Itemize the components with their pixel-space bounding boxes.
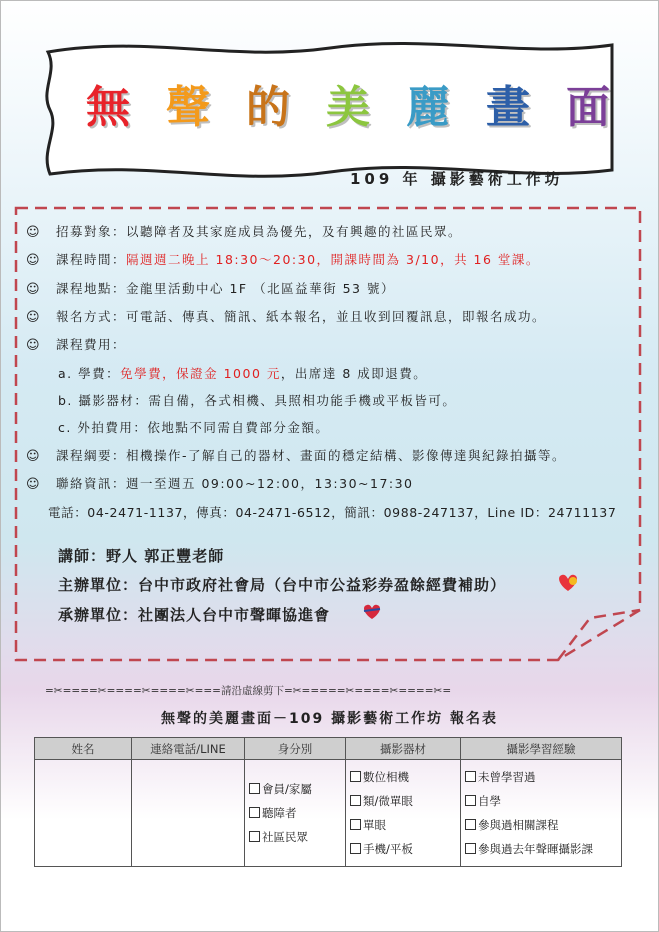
title-char: 的 xyxy=(246,82,290,133)
item-contact: ☺ 聯絡資訊：週一至週五 09:00~12:00，13:30~17:30 xyxy=(26,476,414,492)
checkbox[interactable] xyxy=(350,843,361,854)
header-phone: 連絡電話/LINE xyxy=(132,738,245,760)
equipment-option[interactable]: 手機/平板 xyxy=(350,837,456,861)
organizer: 主辦單位：台中市政府社會局（台中市公益彩券盈餘經費補助） xyxy=(58,576,507,594)
phone-field[interactable] xyxy=(132,760,245,867)
title-char: 無 xyxy=(86,82,130,133)
header-name: 姓名 xyxy=(35,738,132,760)
coorganizer: 承辦單位：社團法人台中市聲暉協進會 xyxy=(58,606,331,624)
smile-icon: ☺ xyxy=(26,338,42,353)
item-signup: ☺ 報名方式：可電話、傳真、簡訊、紙本報名，並且收到回覆訊息，即報名成功。 xyxy=(26,309,547,325)
experience-option[interactable]: 參與過去年聲暉攝影課 xyxy=(465,837,617,861)
checkbox[interactable] xyxy=(350,771,361,782)
identity-cell xyxy=(245,760,346,867)
equipment-cell xyxy=(346,760,461,867)
equipment-option[interactable]: 數位相機 xyxy=(350,765,456,789)
experience-cell xyxy=(461,760,622,867)
fee-c: c. 外拍費用：依地點不同需自費部分金額。 xyxy=(58,420,330,435)
subtitle: 109 年 攝影藝術工作坊 xyxy=(350,170,564,188)
cut-line: =✂====✂====✂====✂===請沿虛線剪下=✂=====✂====✂====✂= xyxy=(45,685,452,697)
equipment-option[interactable]: 類/微單眼 xyxy=(350,789,456,813)
header-experience: 攝影學習經驗 xyxy=(461,738,622,760)
item-recruit: ☺ 招募對象：以聽障者及其家庭成員為優先，及有興趣的社區民眾。 xyxy=(26,224,463,240)
item-outline: ☺ 課程綱要：相機操作-了解自己的器材、畫面的穩定結構、影像傳達與紀錄拍攝等。 xyxy=(26,448,567,464)
smile-icon: ☺ xyxy=(26,310,42,325)
checkbox[interactable] xyxy=(350,819,361,830)
teacher: 講師：野人 郭正豐老師 xyxy=(58,547,225,565)
identity-option[interactable]: 聽障者 xyxy=(249,801,341,825)
checkbox[interactable] xyxy=(350,795,361,806)
title-char: 聲 xyxy=(166,82,210,133)
experience-option[interactable]: 自學 xyxy=(465,789,617,813)
association-logo-icon xyxy=(361,603,383,621)
phones: 電話：04-2471-1137，傳真：04-2471-6512，簡訊：0988-247137，Line ID：24711137 xyxy=(48,505,617,520)
checkbox[interactable] xyxy=(465,795,476,806)
title-char: 麗 xyxy=(406,82,450,133)
item-fee: ☺ 課程費用： xyxy=(26,337,127,353)
smile-icon: ☺ xyxy=(26,253,42,268)
smile-icon: ☺ xyxy=(26,449,42,464)
checkbox[interactable] xyxy=(465,843,476,854)
title-char: 美 xyxy=(326,82,370,133)
fee-b: b. 攝影器材：需自備，各式相機、具照相功能手機或平板皆可。 xyxy=(58,393,457,408)
title-char: 面 xyxy=(566,82,610,133)
checkbox[interactable] xyxy=(249,783,260,794)
registration-form xyxy=(34,737,622,867)
experience-option[interactable]: 未曾學習過 xyxy=(465,765,617,789)
form-title: 無聲的美麗畫面－109 攝影藝術工作坊 報名表 xyxy=(161,711,498,727)
equipment-option[interactable]: 單眼 xyxy=(350,813,456,837)
experience-option[interactable]: 參與過相關課程 xyxy=(465,813,617,837)
checkbox[interactable] xyxy=(465,771,476,782)
item-time: ☺ 課程時間：隔週週二晚上 18:30～20:30，開課時間為 3/10，共 16 堂課。 xyxy=(26,252,540,268)
smile-icon: ☺ xyxy=(26,477,42,492)
title-char: 畫 xyxy=(486,82,530,133)
item-location: ☺ 課程地點：金龍里活動中心 1F （北區益華街 53 號） xyxy=(26,281,395,297)
header-equipment: 攝影器材 xyxy=(346,738,461,760)
identity-option[interactable]: 社區民眾 xyxy=(249,825,341,849)
fee-a: a. 學費：免學費，保證金 1000 元，出席達 8 成即退費。 xyxy=(58,366,428,381)
name-field[interactable] xyxy=(35,760,132,867)
header-identity: 身分別 xyxy=(245,738,346,760)
smile-icon: ☺ xyxy=(26,282,42,297)
checkbox[interactable] xyxy=(249,831,260,842)
checkbox[interactable] xyxy=(249,807,260,818)
checkbox[interactable] xyxy=(465,819,476,830)
smile-icon: ☺ xyxy=(26,225,42,240)
lottery-logo-icon xyxy=(556,573,580,593)
identity-option[interactable]: 會員/家屬 xyxy=(249,777,341,801)
